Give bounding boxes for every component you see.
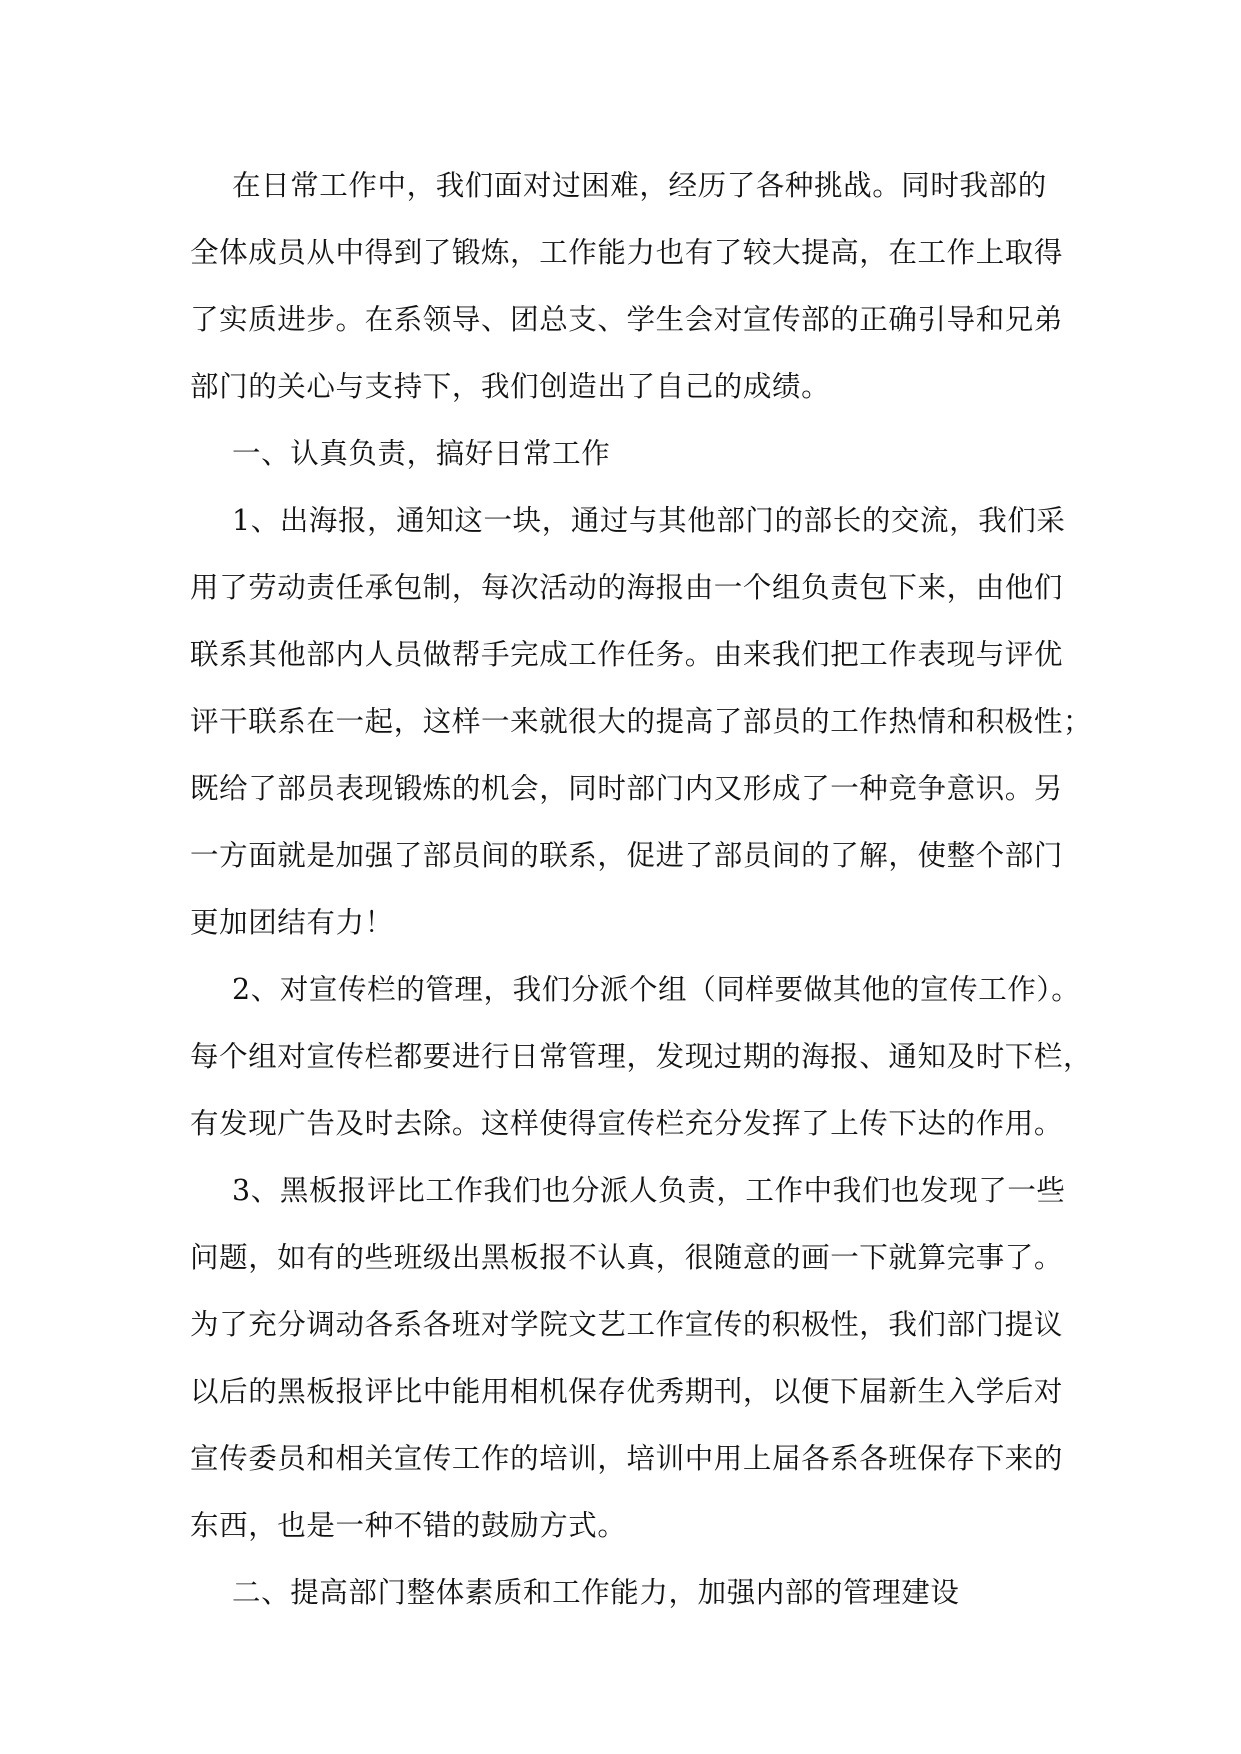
section-heading-1: 一、认真负责，搞好日常工作	[232, 437, 611, 470]
paragraph-intro-line: 部门的关心与支持下，我们创造出了自己的成绩。	[190, 370, 831, 403]
item-3-line: 问题，如有的些班级出黑板报不认真，很随意的画一下就算完事了。	[190, 1241, 1064, 1274]
item-3-line: 为了充分调动各系各班对学院文艺工作宣传的积极性，我们部门提议	[190, 1308, 1064, 1341]
paragraph-intro-line: 了实质进步。在系领导、团总支、学生会对宣传部的正确引导和兄弟	[190, 303, 1064, 336]
item-2-line: 每个组对宣传栏都要进行日常管理，发现过期的海报、通知及时下栏，	[190, 1040, 1093, 1073]
item-1-line: 既给了部员表现锻炼的机会，同时部门内又形成了一种竞争意识。另	[190, 772, 1064, 805]
section-heading-2: 二、提高部门整体素质和工作能力，加强内部的管理建设	[232, 1576, 960, 1609]
item-2-line: 有发现广告及时去除。这样使得宣传栏充分发挥了上传下达的作用。	[190, 1107, 1064, 1140]
item-1-line: 联系其他部内人员做帮手完成工作任务。由来我们把工作表现与评优	[190, 638, 1064, 671]
document-body	[190, 152, 1093, 1626]
item-1-line: 一方面就是加强了部员间的联系，促进了部员间的了解，使整个部门	[190, 839, 1064, 872]
paragraph-intro-line: 在日常工作中，我们面对过困难，经历了各种挑战。同时我部的	[232, 169, 1047, 202]
item-2-line: 2、对宣传栏的管理，我们分派个组（同样要做其他的宣传工作）。	[232, 973, 1081, 1006]
paragraph-intro-line: 全体成员从中得到了锻炼，工作能力也有了较大提高，在工作上取得	[190, 236, 1064, 269]
item-1-line: 更加团结有力！	[190, 906, 394, 939]
item-3-line: 东西，也是一种不错的鼓励方式。	[190, 1509, 627, 1542]
item-1-line: 评干联系在一起，这样一来就很大的提高了部员的工作热情和积极性；	[190, 705, 1093, 738]
item-3-line: 以后的黑板报评比中能用相机保存优秀期刊，以便下届新生入学后对	[190, 1375, 1064, 1408]
item-3-line: 3、黑板报评比工作我们也分派人负责，工作中我们也发现了一些	[232, 1174, 1066, 1207]
item-1-line: 用了劳动责任承包制，每次活动的海报由一个组负责包下来，由他们	[190, 571, 1064, 604]
item-3-line: 宣传委员和相关宣传工作的培训，培训中用上届各系各班保存下来的	[190, 1442, 1064, 1475]
item-1-line: 1、出海报，通知这一块，通过与其他部门的部长的交流，我们采	[232, 504, 1066, 537]
